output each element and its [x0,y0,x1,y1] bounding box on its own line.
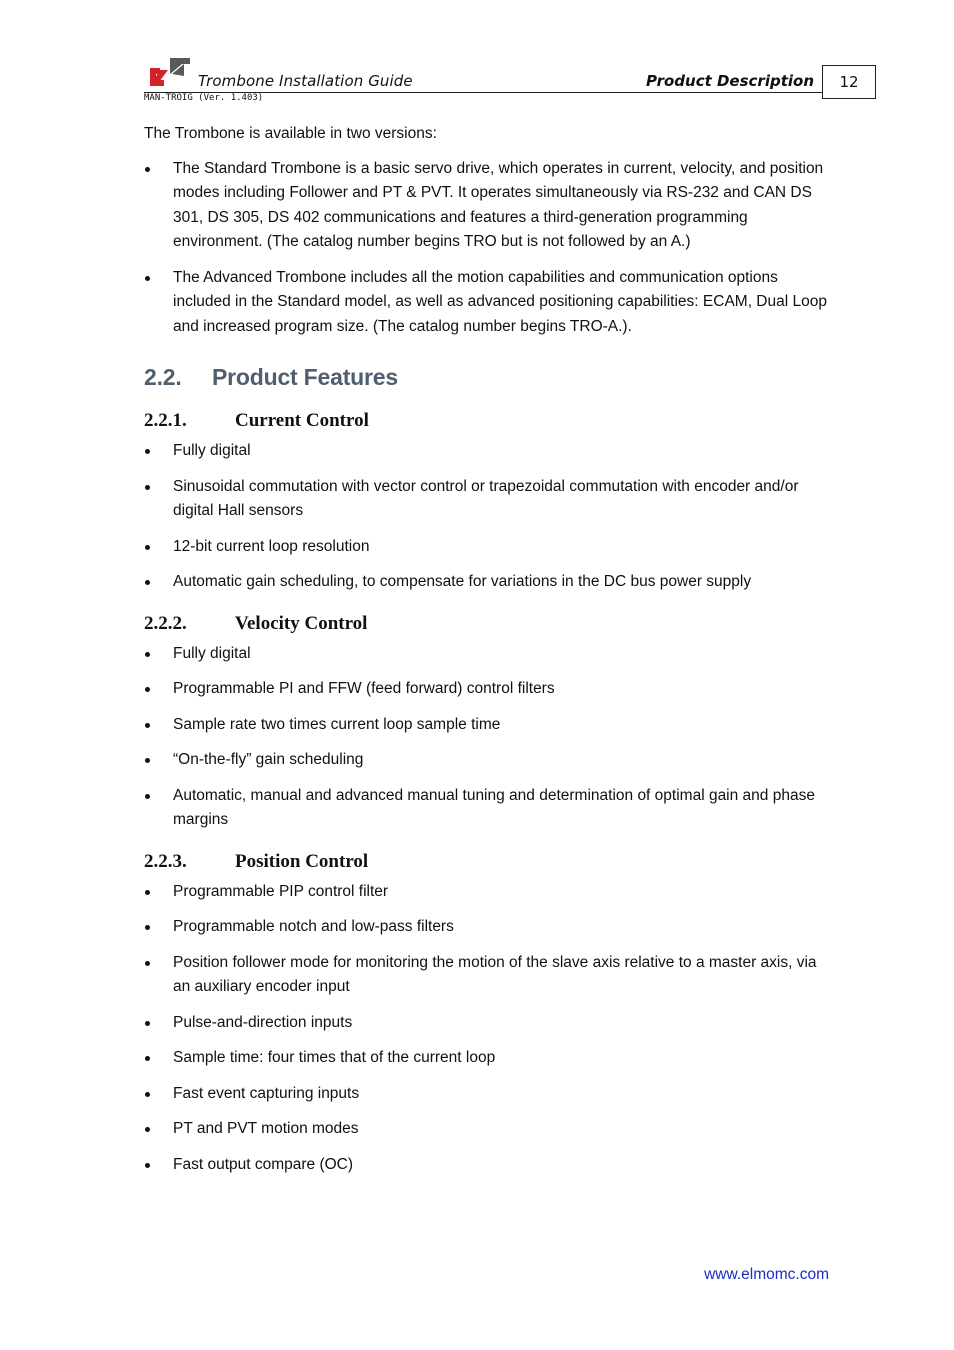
section-title: Product Features [212,364,398,390]
document-title: Trombone Installation Guide [198,72,413,90]
list-item: Fully digital [144,439,834,464]
subsection-number: 2.2.2. [144,612,187,634]
page-content [144,122,834,1188]
list-item: Programmable notch and low-pass filters [144,915,834,940]
subsection-heading-position-control [144,849,834,875]
list-item: The Standard Trombone is a basic servo drive, which operates in current, velocity, and position modes including Follower and PT & PVT. It operates simultaneously via RS-232 and CAN DS 301, DS 305, DS 402 communications and features a third-generation programming environment. (The catalog number begins TRO but is not followed by an A.) [144,157,834,255]
list-item: 12-bit current loop resolution [144,535,834,560]
list-item: Fast output compare (OC) [144,1153,834,1178]
list-item: Fully digital [144,642,834,667]
position-control-list [144,880,834,1178]
page-header [0,0,954,110]
list-item: Sample rate two times current loop sample time [144,713,834,738]
list-item: Pulse-and-direction inputs [144,1011,834,1036]
section-name: Product Description [646,72,814,90]
intro-paragraph: The Trombone is available in two versions: [144,125,437,142]
subsection-title: Current Control [235,410,369,431]
subsection-heading-current-control [144,408,834,434]
page-number: 12 [822,65,876,99]
list-item: The Advanced Trombone includes all the motion capabilities and communication options included in the Standard model, as well as advanced positioning capabilities: ECAM, Dual Loop and increased program size. (The catalog number begins TRO-A.). [144,266,834,340]
document-code: MAN-TROIG (Ver. 1.403) [144,93,264,103]
list-item: Fast event capturing inputs [144,1082,834,1107]
list-item: PT and PVT motion modes [144,1117,834,1142]
section-number: 2.2. [144,364,182,390]
subsection-number: 2.2.3. [144,850,187,872]
velocity-control-list [144,642,834,833]
subsection-number: 2.2.1. [144,410,187,431]
list-item: Sinusoidal commutation with vector control or trapezoidal commutation with encoder and/or digital Hall sensors [144,475,834,524]
list-item: “On-the-fly” gain scheduling [144,748,834,773]
list-item: Programmable PI and FFW (feed forward) control filters [144,677,834,702]
website-link[interactable]: www.elmomc.com [704,1266,829,1283]
subsection-title: Position Control [235,850,369,872]
current-control-list [144,439,834,595]
list-item: Sample time: four times that of the current loop [144,1046,834,1071]
subsection-title: Velocity Control [235,612,368,634]
list-item: Position follower mode for monitoring the motion of the slave axis relative to a master axis, via an auxiliary encoder input [144,951,834,1000]
list-item: Automatic gain scheduling, to compensate for variations in the DC bus power supply [144,570,834,595]
list-item: Automatic, manual and advanced manual tuning and determination of optimal gain and phase margins [144,784,834,833]
versions-list [144,157,834,340]
subsection-heading-velocity-control [144,611,834,637]
elmo-logo-icon [148,58,190,88]
section-heading [144,362,834,392]
list-item: Programmable PIP control filter [144,880,834,905]
